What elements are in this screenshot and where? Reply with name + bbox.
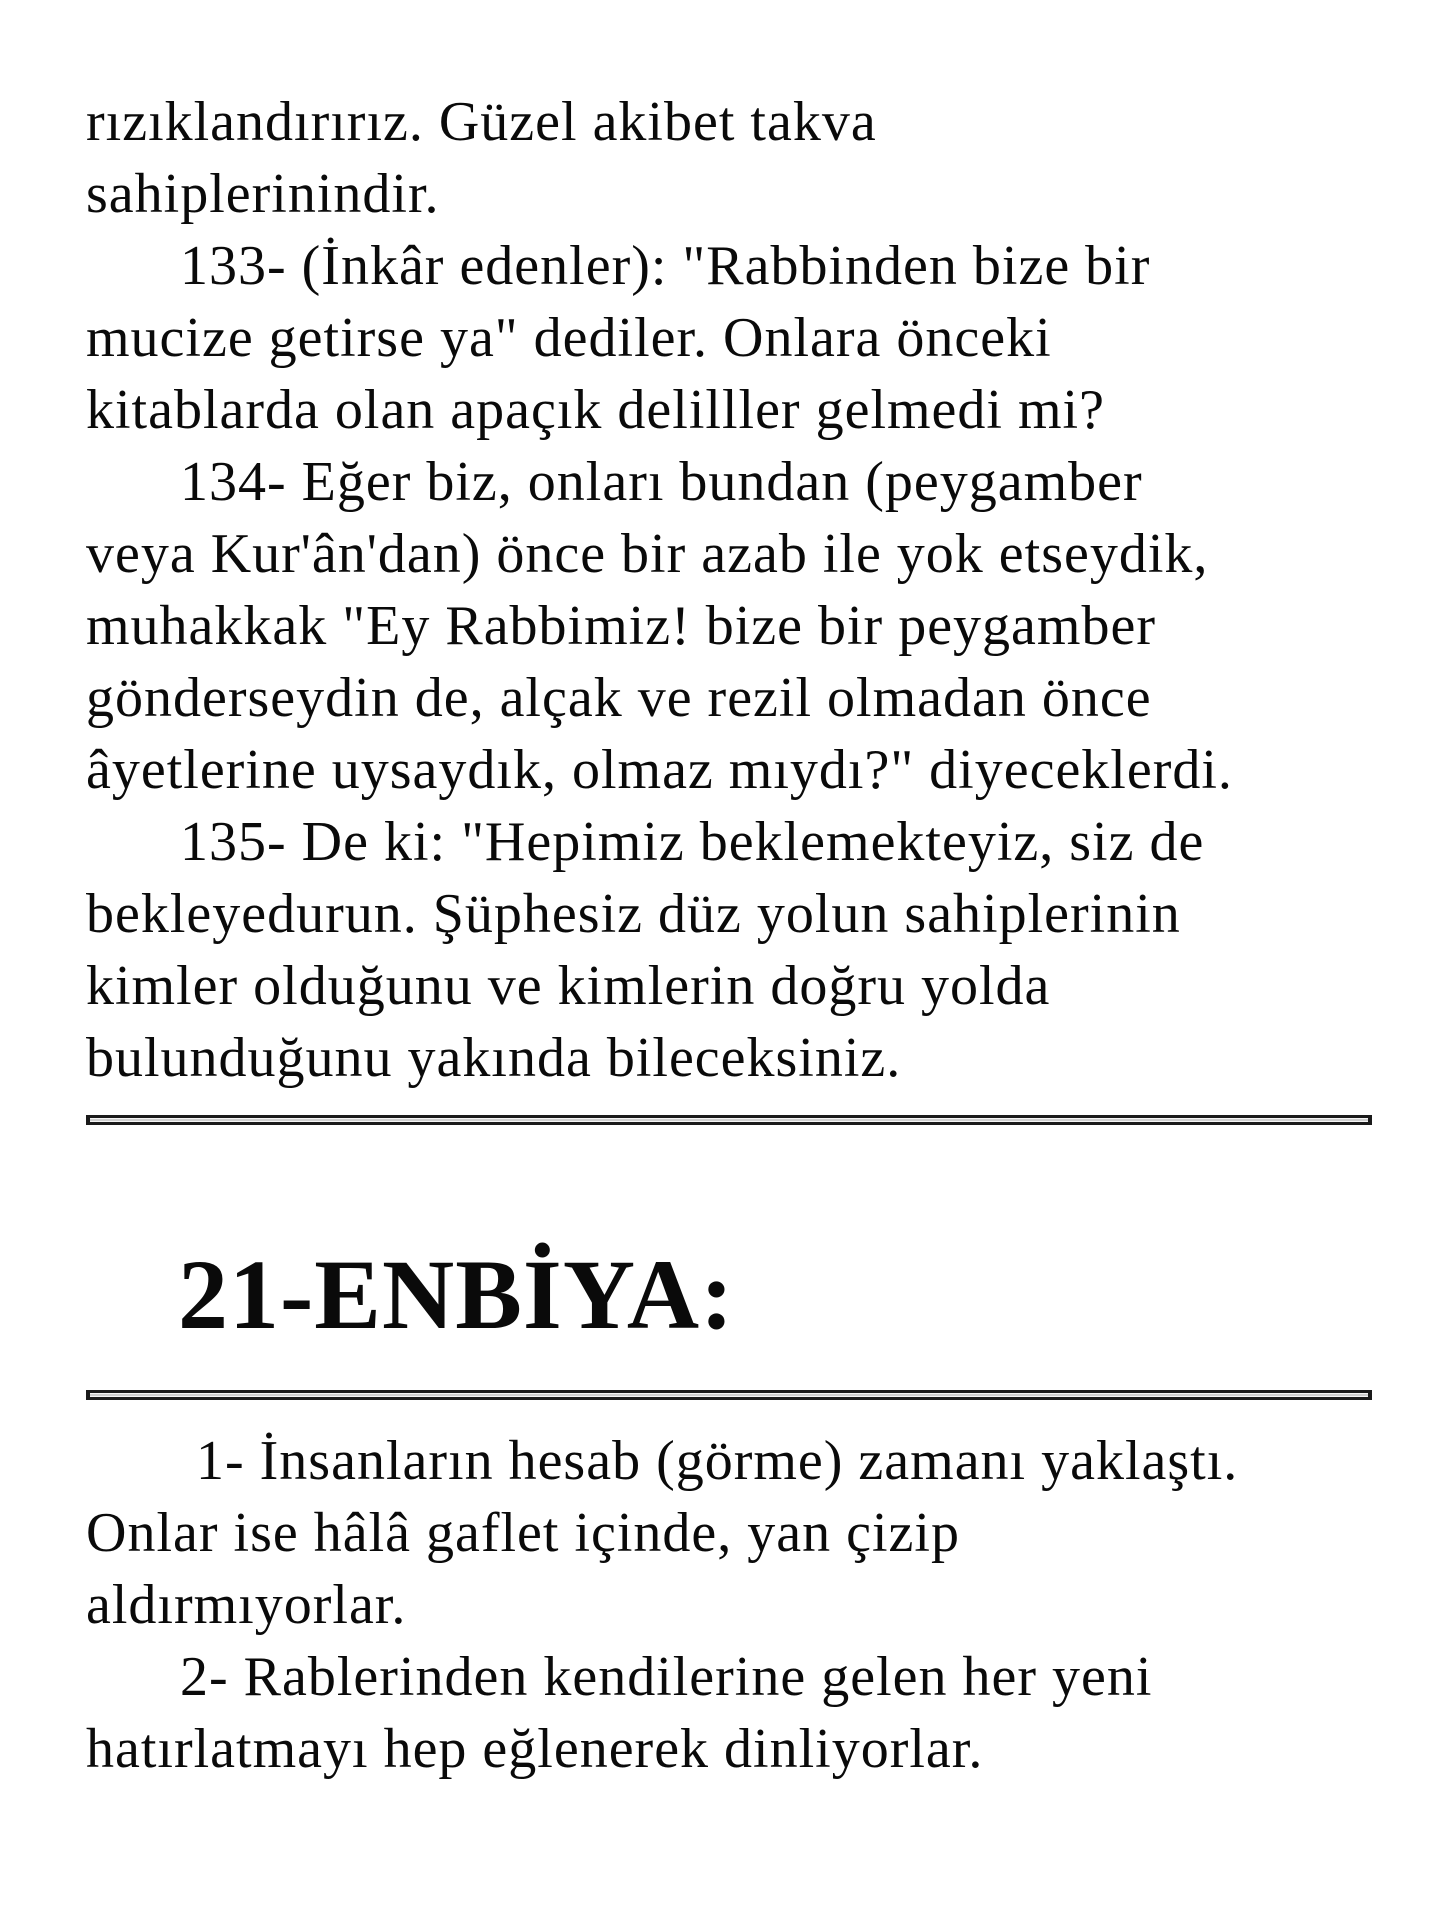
text-line: bekleyedurun. Şüphesiz düz yolun sahiplerinin [86, 883, 1181, 945]
verse-135-start: 135- De ki: "Hepimiz beklemekteyiz, siz de [180, 811, 1205, 873]
text-line: aldırmıyorlar. [86, 1574, 407, 1636]
verse-1-start: 1- İnsanların hesab (görme) zamanı yaklaştı. [196, 1430, 1239, 1492]
text-line: veya Kur'ân'dan) önce bir azab ile yok etseydik, [86, 523, 1209, 585]
text-line: gönderseydin de, alçak ve rezil olmadan önce [86, 667, 1152, 729]
surah-heading: 21-ENBİYA: [178, 1239, 735, 1350]
text-line: bulunduğunu yakında bileceksiniz. [86, 1027, 902, 1089]
top-divider [86, 1115, 1372, 1125]
text-line: hatırlatmayı hep eğlenerek dinliyorlar. [86, 1718, 984, 1780]
verse-134-start: 134- Eğer biz, onları bundan (peygamber [180, 451, 1143, 513]
text-line: âyetlerine uysaydık, olmaz mıydı?" diyeceklerdi. [86, 739, 1233, 801]
verse-133-start: 133- (İnkâr edenler): "Rabbinden bize bir [180, 235, 1151, 297]
bottom-divider [86, 1390, 1372, 1400]
verse-block-previous-surah [86, 86, 1386, 1094]
verse-block-enbiya [86, 1425, 1386, 1785]
text-line: Onlar ise hâlâ gaflet içinde, yan çizip [86, 1502, 960, 1564]
text-line: kitablarda olan apaçık delilller gelmedi mi? [86, 379, 1105, 441]
verse-2-start: 2- Rablerinden kendilerine gelen her yeni [180, 1646, 1153, 1708]
text-line: sahiplerinindir. [86, 163, 440, 225]
text-line: kimler olduğunu ve kimlerin doğru yolda [86, 955, 1051, 1017]
text-line: mucize getirse ya" dediler. Onlara önceki [86, 307, 1052, 369]
text-line: muhakkak "Ey Rabbimiz! bize bir peygamber [86, 595, 1156, 657]
text-line: rızıklandırırız. Güzel akibet takva [86, 91, 877, 153]
document-page [86, 86, 1386, 1094]
